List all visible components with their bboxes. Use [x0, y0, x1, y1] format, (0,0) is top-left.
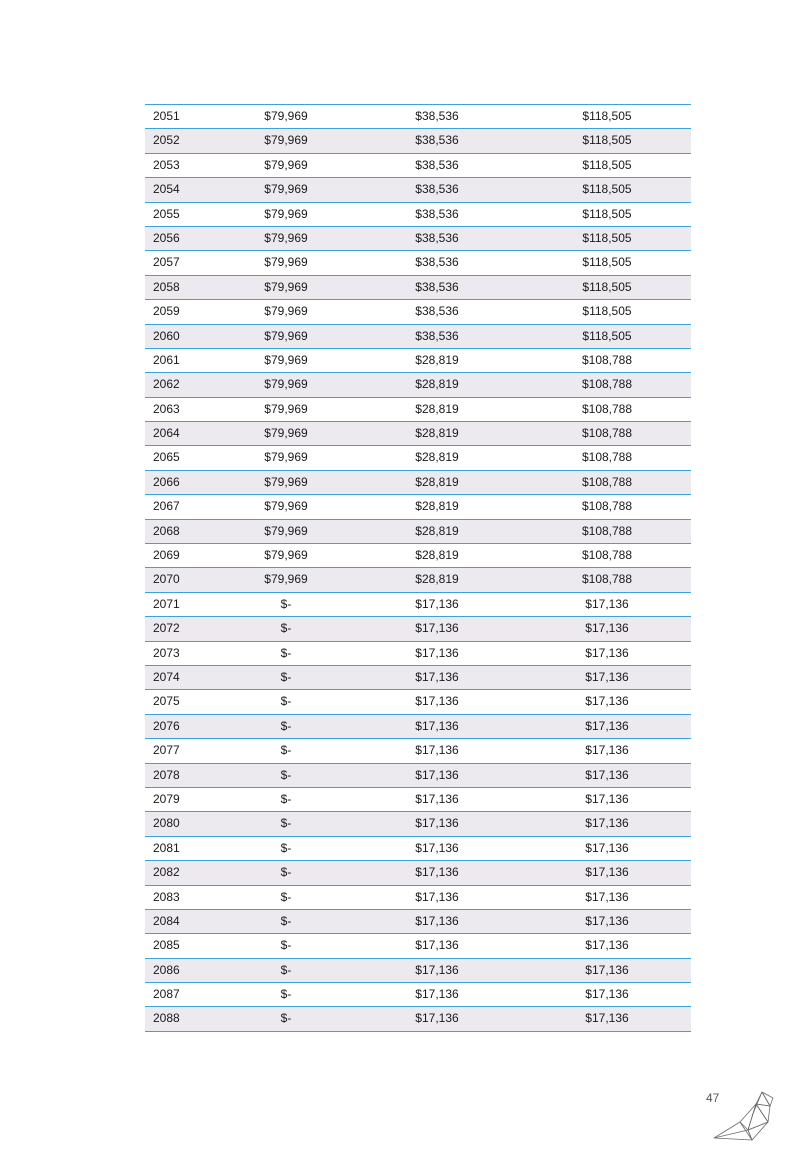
- year-cell: 2076: [153, 718, 180, 733]
- value-b-cell: $17,136: [415, 645, 459, 660]
- value-b-cell: $17,136: [415, 1011, 459, 1026]
- data-table: [145, 104, 691, 1032]
- total-cell: $17,136: [585, 621, 629, 636]
- value-a-cell: $79,969: [264, 182, 308, 197]
- table-row: [145, 983, 691, 1007]
- value-a-cell: $79,969: [264, 279, 308, 294]
- value-b-cell: $38,536: [415, 255, 459, 270]
- value-b-cell: $38,536: [415, 279, 459, 294]
- year-cell: 2088: [153, 1011, 180, 1026]
- year-cell: 2082: [153, 865, 180, 880]
- table-row: [145, 495, 691, 519]
- value-b-cell: $17,136: [415, 816, 459, 831]
- year-cell: 2055: [153, 206, 180, 221]
- table-row: [145, 593, 691, 617]
- table-row: [145, 910, 691, 934]
- total-cell: $118,505: [582, 182, 632, 197]
- year-cell: 2079: [153, 791, 180, 806]
- value-b-cell: $17,136: [415, 840, 459, 855]
- total-cell: $118,505: [582, 230, 632, 245]
- origami-bird-icon: [712, 1086, 774, 1142]
- value-a-cell: $79,969: [264, 206, 308, 221]
- value-a-cell: $79,969: [264, 255, 308, 270]
- year-cell: 2066: [153, 474, 180, 489]
- value-b-cell: $17,136: [415, 865, 459, 880]
- table-row: [145, 422, 691, 446]
- value-b-cell: $17,136: [415, 987, 459, 1002]
- value-a-cell: $79,969: [264, 572, 308, 587]
- value-b-cell: $17,136: [415, 743, 459, 758]
- value-b-cell: $28,819: [415, 548, 459, 563]
- value-b-cell: $17,136: [415, 938, 459, 953]
- table-row: [145, 251, 691, 275]
- value-a-cell: $79,969: [264, 523, 308, 538]
- value-a-cell: $-: [280, 596, 292, 611]
- table-row: [145, 105, 691, 129]
- value-a-cell: $79,969: [264, 548, 308, 563]
- value-b-cell: $28,819: [415, 499, 459, 514]
- value-b-cell: $38,536: [415, 182, 459, 197]
- year-cell: 2069: [153, 548, 180, 563]
- table-row: [145, 471, 691, 495]
- year-cell: 2074: [153, 669, 180, 684]
- year-cell: 2053: [153, 157, 180, 172]
- total-cell: $108,788: [581, 474, 633, 489]
- table-row: [145, 764, 691, 788]
- total-cell: $17,136: [585, 938, 629, 953]
- total-cell: $17,136: [585, 718, 629, 733]
- value-a-cell: $-: [280, 816, 292, 831]
- table-row: [145, 325, 691, 349]
- value-a-cell: $-: [280, 913, 292, 928]
- value-a-cell: $79,969: [264, 304, 308, 319]
- value-a-cell: $-: [280, 840, 292, 855]
- year-cell: 2086: [153, 962, 180, 977]
- table-row: [145, 203, 691, 227]
- value-b-cell: $17,136: [415, 767, 459, 782]
- total-cell: $17,136: [585, 791, 629, 806]
- value-a-cell: $-: [280, 962, 292, 977]
- value-a-cell: $-: [280, 694, 292, 709]
- total-cell: $17,136: [585, 816, 629, 831]
- total-cell: $108,788: [581, 426, 633, 441]
- value-a-cell: $79,969: [264, 377, 308, 392]
- year-cell: 2080: [153, 816, 180, 831]
- year-cell: 2083: [153, 889, 180, 904]
- table-row: [145, 837, 691, 861]
- total-cell: $108,788: [581, 572, 633, 587]
- year-cell: 2057: [153, 255, 180, 270]
- year-cell: 2072: [153, 621, 180, 636]
- value-b-cell: $17,136: [415, 962, 459, 977]
- table-row: [145, 642, 691, 666]
- table-row: [145, 568, 691, 592]
- year-cell: 2081: [153, 840, 180, 855]
- value-b-cell: $38,536: [415, 304, 459, 319]
- value-b-cell: $28,819: [415, 352, 459, 367]
- value-b-cell: $17,136: [415, 791, 459, 806]
- value-b-cell: $17,136: [415, 621, 459, 636]
- value-a-cell: $-: [280, 865, 292, 880]
- value-a-cell: $79,969: [264, 401, 308, 416]
- table-row: [145, 666, 691, 690]
- value-a-cell: $79,969: [264, 426, 308, 441]
- total-cell: $118,505: [582, 109, 632, 123]
- year-cell: 2087: [153, 987, 180, 1002]
- table-row: [145, 544, 691, 568]
- year-cell: 2078: [153, 767, 180, 782]
- total-cell: $108,788: [581, 401, 633, 416]
- value-a-cell: $79,969: [264, 133, 308, 148]
- value-b-cell: $17,136: [415, 718, 459, 733]
- table-row: [145, 886, 691, 910]
- year-cell: 2063: [153, 401, 180, 416]
- total-cell: $118,505: [582, 328, 632, 343]
- total-cell: $17,136: [585, 694, 629, 709]
- total-cell: $17,136: [585, 1011, 629, 1026]
- year-cell: 2061: [153, 352, 180, 367]
- value-a-cell: $79,969: [264, 157, 308, 172]
- value-b-cell: $28,819: [415, 474, 459, 489]
- year-cell: 2062: [153, 377, 180, 392]
- table-row: [145, 1007, 691, 1031]
- value-a-cell: $-: [280, 938, 292, 953]
- value-b-cell: $38,536: [415, 109, 459, 123]
- value-b-cell: $38,536: [415, 230, 459, 245]
- year-cell: 2068: [153, 523, 180, 538]
- table-row: [145, 861, 691, 885]
- table-row: [145, 300, 691, 324]
- total-cell: $17,136: [585, 767, 629, 782]
- value-a-cell: $-: [280, 669, 292, 684]
- value-a-cell: $-: [280, 791, 292, 806]
- table-row: [145, 812, 691, 836]
- table-row: [145, 129, 691, 153]
- total-cell: $17,136: [585, 596, 629, 611]
- table-row: [145, 373, 691, 397]
- value-a-cell: $-: [280, 889, 292, 904]
- value-b-cell: $17,136: [415, 913, 459, 928]
- year-cell: 2056: [153, 230, 180, 245]
- table-row: [145, 520, 691, 544]
- value-a-cell: $79,969: [264, 474, 308, 489]
- value-b-cell: $28,819: [415, 401, 459, 416]
- year-cell: 2084: [153, 913, 180, 928]
- value-b-cell: $28,819: [415, 450, 459, 465]
- year-cell: 2058: [153, 279, 180, 294]
- value-a-cell: $79,969: [264, 109, 308, 123]
- total-cell: $17,136: [585, 840, 629, 855]
- value-a-cell: $-: [280, 645, 292, 660]
- value-a-cell: $-: [280, 987, 292, 1002]
- total-cell: $17,136: [585, 889, 629, 904]
- value-a-cell: $79,969: [264, 450, 308, 465]
- value-a-cell: $-: [280, 767, 292, 782]
- value-b-cell: $17,136: [415, 669, 459, 684]
- year-cell: 2070: [153, 572, 180, 587]
- total-cell: $118,505: [582, 157, 632, 172]
- year-cell: 2051: [153, 109, 180, 123]
- value-a-cell: $-: [280, 718, 292, 733]
- total-cell: $17,136: [585, 962, 629, 977]
- table-row: [145, 617, 691, 641]
- year-cell: 2059: [153, 304, 180, 319]
- year-cell: 2077: [153, 743, 180, 758]
- table-row: [145, 398, 691, 422]
- table-row: [145, 934, 691, 958]
- table-row: [145, 178, 691, 202]
- value-a-cell: $-: [280, 743, 292, 758]
- value-a-cell: $79,969: [264, 499, 308, 514]
- table-row: [145, 715, 691, 739]
- year-cell: 2052: [153, 133, 180, 148]
- value-a-cell: $79,969: [264, 352, 308, 367]
- table-row: [145, 690, 691, 714]
- total-cell: $108,788: [581, 523, 633, 538]
- value-b-cell: $38,536: [415, 206, 459, 221]
- table-row: [145, 349, 691, 373]
- year-cell: 2085: [153, 938, 180, 953]
- year-cell: 2075: [153, 694, 180, 709]
- total-cell: $17,136: [585, 987, 629, 1002]
- value-b-cell: $28,819: [415, 426, 459, 441]
- year-cell: 2065: [153, 450, 180, 465]
- total-cell: $108,788: [581, 548, 633, 563]
- value-a-cell: $-: [280, 621, 292, 636]
- value-b-cell: $38,536: [415, 133, 459, 148]
- year-cell: 2060: [153, 328, 180, 343]
- year-cell: 2064: [153, 426, 180, 441]
- table-row: [145, 739, 691, 763]
- total-cell: $17,136: [585, 865, 629, 880]
- value-b-cell: $17,136: [415, 889, 459, 904]
- value-b-cell: $38,536: [415, 157, 459, 172]
- total-cell: $118,505: [582, 304, 632, 319]
- table-row: [145, 446, 691, 470]
- total-cell: $17,136: [585, 913, 629, 928]
- value-a-cell: $79,969: [264, 328, 308, 343]
- total-cell: $118,505: [582, 206, 632, 221]
- total-cell: $17,136: [585, 743, 629, 758]
- value-b-cell: $28,819: [415, 523, 459, 538]
- value-b-cell: $17,136: [415, 596, 459, 611]
- year-cell: 2067: [153, 499, 180, 514]
- value-b-cell: $28,819: [415, 572, 459, 587]
- total-cell: $108,788: [581, 499, 633, 514]
- total-cell: $108,788: [581, 450, 633, 465]
- value-a-cell: $-: [280, 1011, 292, 1026]
- value-a-cell: $79,969: [264, 230, 308, 245]
- table-row: [145, 227, 691, 251]
- year-cell: 2054: [153, 182, 180, 197]
- table-row: [145, 276, 691, 300]
- value-b-cell: $28,819: [415, 377, 459, 392]
- total-cell: $118,505: [582, 279, 632, 294]
- total-cell: $108,788: [581, 377, 633, 392]
- total-cell: $17,136: [585, 645, 629, 660]
- total-cell: $118,505: [582, 133, 632, 148]
- value-b-cell: $38,536: [415, 328, 459, 343]
- value-b-cell: $17,136: [415, 694, 459, 709]
- year-cell: 2071: [153, 596, 180, 611]
- page-number: 47: [706, 1091, 720, 1105]
- year-cell: 2073: [153, 645, 180, 660]
- total-cell: $17,136: [585, 669, 629, 684]
- table-row: [145, 788, 691, 812]
- total-cell: $108,788: [581, 352, 633, 367]
- table-row: [145, 959, 691, 983]
- table-row: [145, 154, 691, 178]
- total-cell: $118,505: [582, 255, 632, 270]
